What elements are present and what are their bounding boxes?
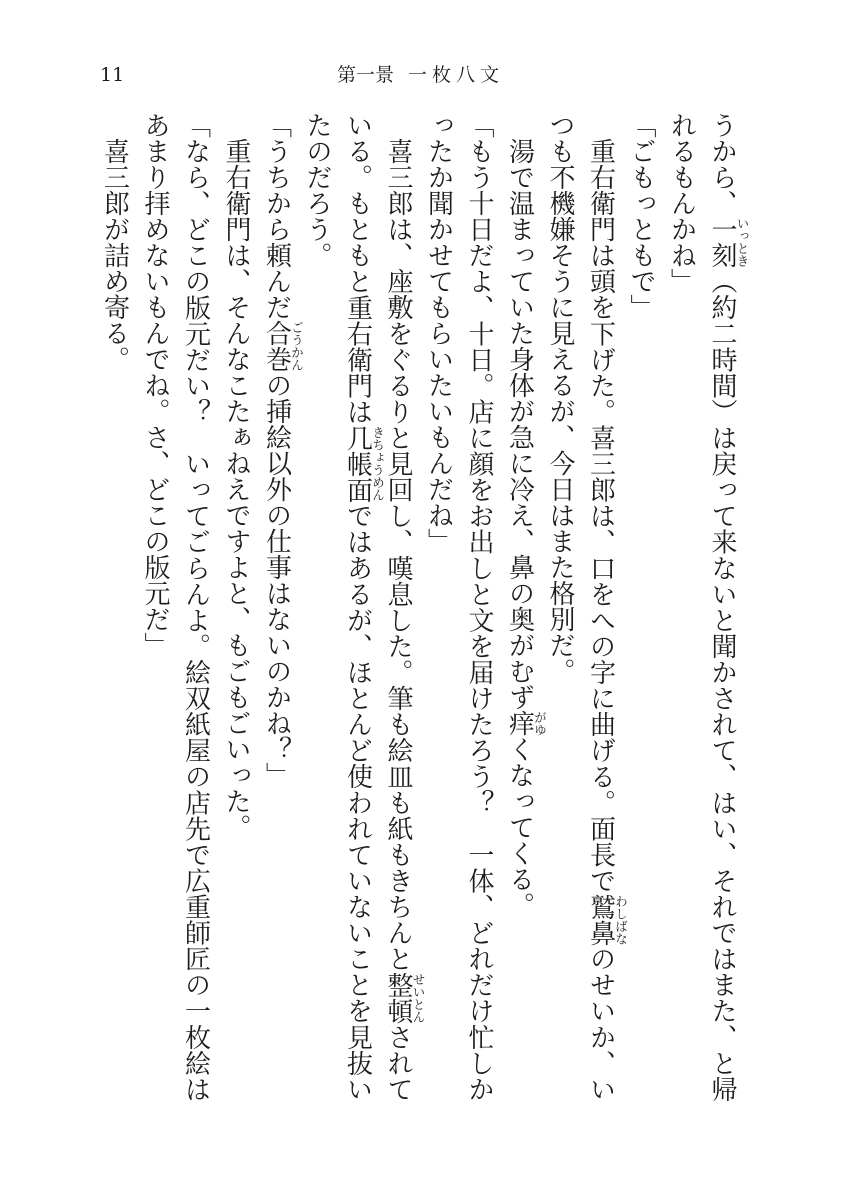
text-run: されて bbox=[383, 1023, 413, 1102]
text-run: ったか聞かせてもらいたいもんだね」 bbox=[423, 112, 454, 554]
text-run: 「もう十日だよ、十日。店に顔をお出しと文を届けたろう？ 一体、どれだけ忙しか bbox=[464, 112, 494, 1103]
ruby-word bbox=[585, 893, 629, 946]
paragraph bbox=[621, 112, 662, 1102]
body-text bbox=[94, 112, 750, 1103]
text-run: たのだろう。 bbox=[302, 112, 332, 268]
text-line bbox=[459, 112, 500, 1102]
text-line bbox=[297, 112, 338, 1102]
text-run: のせいか、い bbox=[585, 945, 616, 1103]
paragraph bbox=[135, 112, 216, 1102]
text-line bbox=[702, 112, 750, 1103]
paragraph bbox=[418, 112, 499, 1102]
text-run: ではあるが、ほとんど使われていないことを見抜い bbox=[342, 502, 373, 1103]
text-run: 喜三郎は、座敷をぐるりと見回し、嘆息した。筆も絵皿も紙もきちんと bbox=[383, 138, 413, 972]
ruby-word bbox=[342, 424, 386, 503]
text-line bbox=[175, 112, 216, 1102]
ruby-word bbox=[707, 216, 750, 269]
text-line bbox=[256, 112, 305, 1102]
ruby-base: 一刻 bbox=[707, 216, 737, 269]
text-run: 喜三郎が詰め寄る。 bbox=[99, 138, 130, 372]
text-run: くなってくる。 bbox=[504, 736, 535, 918]
paragraph bbox=[216, 112, 257, 1102]
text-run: 「うちから頼んだ bbox=[261, 112, 292, 320]
ruby-text: わしばな bbox=[613, 894, 629, 945]
text-run: うから、 bbox=[707, 112, 737, 217]
ruby-base: 几帳面 bbox=[342, 424, 373, 503]
text-line bbox=[540, 112, 581, 1102]
ruby-base: 痒 bbox=[504, 710, 535, 736]
paragraph bbox=[94, 112, 135, 1102]
ruby-word bbox=[504, 710, 548, 736]
page-number: 11 bbox=[100, 64, 125, 86]
running-head bbox=[0, 64, 841, 86]
text-run: 「ごもっともで」 bbox=[626, 112, 656, 320]
ruby-text: ごうかん bbox=[289, 321, 305, 371]
text-run: いる。もともと重右衛門は bbox=[342, 112, 373, 425]
text-line bbox=[337, 112, 386, 1103]
text-run: 重右衛門は、そんなこたぁねえですよと、もごもごいった。 bbox=[221, 138, 251, 840]
text-run: れるもんかね」 bbox=[666, 112, 697, 294]
text-run: あまり拝めないもんでね。さ、どこの版元だ」 bbox=[140, 112, 170, 658]
paragraph bbox=[499, 112, 548, 1102]
page-header bbox=[0, 0, 841, 100]
ruby-base: 整頓 bbox=[383, 971, 413, 1024]
text-line bbox=[418, 112, 459, 1102]
ruby-word bbox=[261, 320, 305, 372]
running-head-chapter: 第一景 bbox=[336, 64, 394, 86]
text-line bbox=[621, 112, 662, 1102]
ruby-text: せいとん bbox=[411, 972, 426, 1023]
ruby-word bbox=[383, 971, 426, 1024]
text-line bbox=[216, 112, 257, 1102]
ruby-base: 鷲鼻 bbox=[585, 893, 616, 946]
ruby-text: いっとき bbox=[735, 217, 750, 268]
paragraph bbox=[297, 112, 426, 1103]
paragraph bbox=[256, 112, 305, 1102]
text-run: 「なら、どこの版元だい？ いってごらんよ。絵双紙屋の店先で広重師匠の一枚絵は bbox=[180, 112, 211, 1103]
paragraph bbox=[540, 112, 629, 1103]
ruby-base: 合巻 bbox=[261, 320, 292, 372]
text-run: 重右衛門は頭を下げた。喜三郎は、口をへの字に曲げる。面長で bbox=[585, 138, 616, 894]
ruby-text: きちょうめん bbox=[370, 426, 386, 502]
ruby-text: がゆ bbox=[532, 710, 548, 736]
paragraph bbox=[661, 112, 750, 1103]
text-run: （約二時間）は戻って来ないと聞かされて、はい、それではまた、と帰 bbox=[707, 268, 737, 1103]
running-head-title: 一枚八文 bbox=[408, 64, 505, 86]
text-line bbox=[499, 112, 548, 1102]
text-run: の挿絵以外の仕事はないのかね？」 bbox=[261, 372, 292, 788]
text-line bbox=[94, 112, 135, 1102]
text-line bbox=[661, 112, 702, 1102]
text-line bbox=[378, 112, 426, 1102]
text-run: つも不機嫌そうに見えるが、今日はまた格別だ。 bbox=[545, 112, 575, 684]
text-run: 湯で温まっていた身体が急に冷え、鼻の奥がむず bbox=[504, 138, 535, 710]
text-line bbox=[580, 112, 629, 1103]
text-line bbox=[135, 112, 176, 1102]
